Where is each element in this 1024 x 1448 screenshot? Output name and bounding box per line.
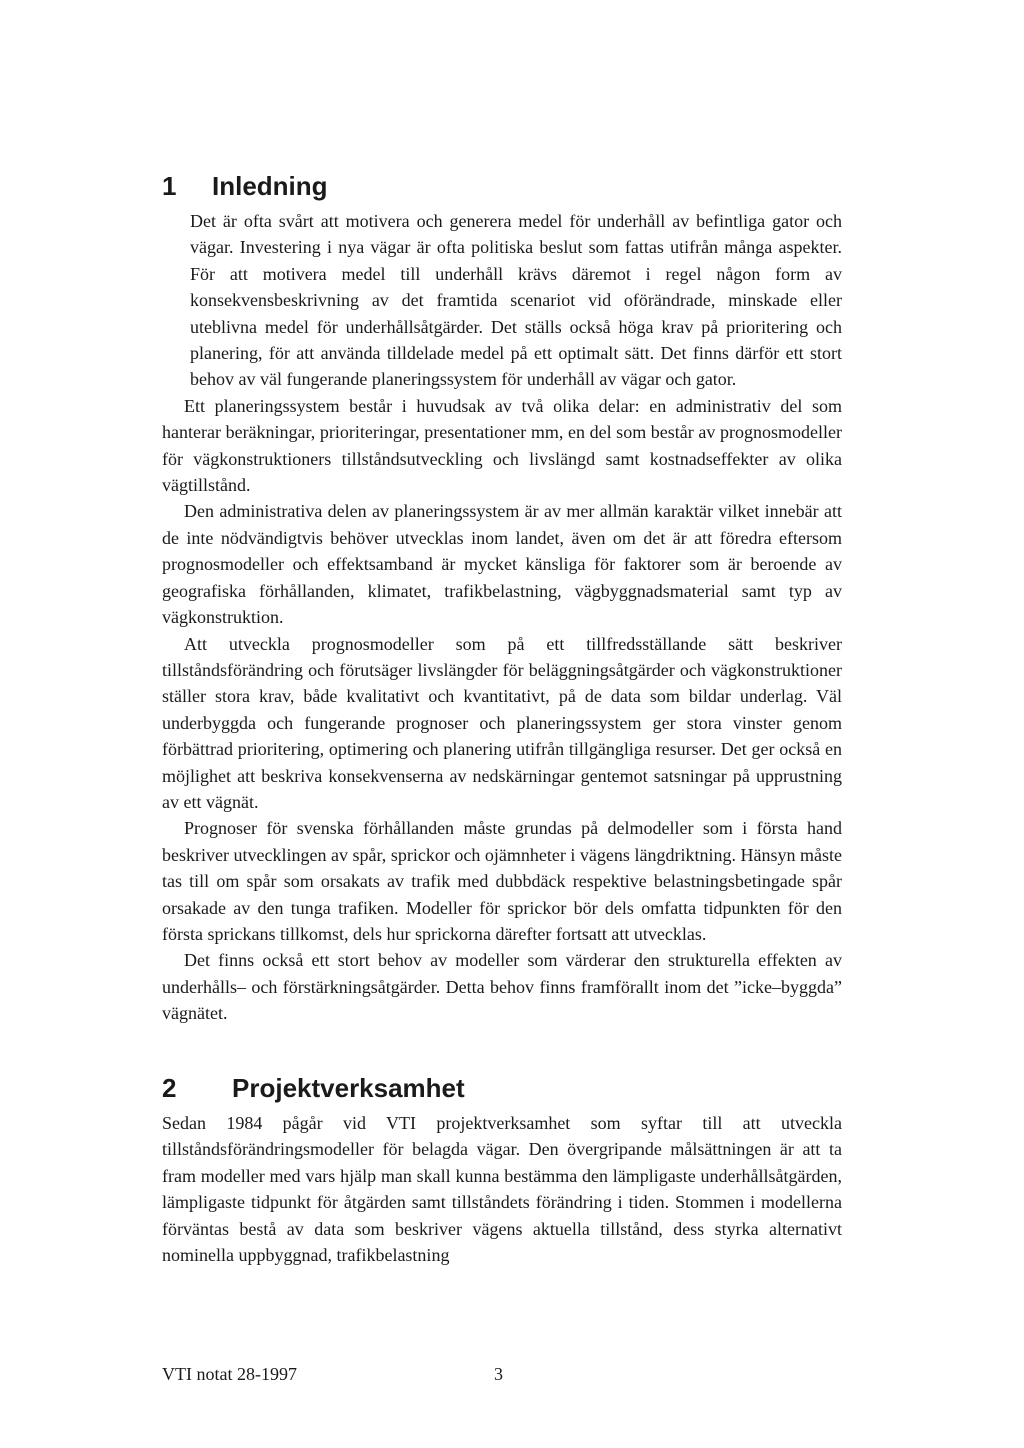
section-inledning — [162, 170, 842, 1027]
section-heading — [162, 170, 842, 202]
paragraph: Prognoser för svenska förhållanden måste grundas på delmodeller som i första hand beskriver utvecklingen av spår, sprickor och ojämnheter i vägens längdriktning. Hänsyn måste tas till om spår som orsakats av trafik med dubbdäck respektive belastningsbetingade spår orsakade av den tunga trafiken. Modeller för sprickor bör dels omfatta tidpunkten för den första sprickans tillkomst, dels hur sprickorna därefter fortsatt att utvecklas. — [162, 818, 842, 944]
section-title: Inledning — [212, 171, 328, 201]
page-number: 3 — [494, 1364, 503, 1384]
paragraph: Det finns också ett stort behov av modeller som värderar den strukturella effekten av underhålls– och förstärkningsåtgärder. Detta behov finns framförallt inom det ”icke–byggda” vägnätet. — [162, 950, 842, 1024]
section-heading — [162, 1072, 842, 1104]
paragraph: Ett planeringssystem består i huvudsak av två olika delar: en administrativ del som hanterar beräkningar, prioriteringar, presentationer mm, en del som består av prognosmodeller för vägkonstruktioners tillståndsutveckling och livslängd samt kostnadseffekter av olika vägtillstånd. — [162, 395, 842, 496]
section-number: 1 — [162, 171, 177, 201]
paragraph: Sedan 1984 pågår vid VTI projektverksamhet som syftar till att utveckla tillståndsförändringsmodeller för belagda vägar. Den övergripande målsättningen är att ta fram modeller med vars hjälp man skall kunna bestämma den lämpligaste underhållsåtgärden, lämpligaste tidpunkt för åtgärden samt tillståndets förändring i tiden. Stommen i modellerna förväntas bestå av data som beskriver vägens aktuella tillstånd, dess styrka alternativt nominella uppbyggnad, trafikbelastning — [162, 1113, 842, 1266]
paragraph: Att utveckla prognosmodeller som på ett tillfredsställande sätt beskriver tillståndsförändring och förutsäger livslängder för beläggningsåtgärder och vägkonstruktioner ställer stora krav, både kvalitativt och kvantitativt, på de data som bildar underlag. Väl underbyggda och fungerande prognoser och planeringssystem ger stora vinster genom förbättrad prioritering, optimering och planering utifrån tillgängliga resurser. Det ger också en möjlighet att beskriva konsekvenserna av nedskärningar gentemot satsningar på upprustning av ett vägnät. — [162, 633, 842, 812]
report-reference: VTI notat 28-1997 — [162, 1364, 297, 1384]
section-projektverksamhet — [162, 1072, 842, 1268]
section-title: Projektverksamhet — [232, 1073, 465, 1103]
section-number: 2 — [162, 1073, 177, 1103]
paragraph: Det är ofta svårt att motivera och generera medel för underhåll av befintliga gator och vägar. Investering i nya vägar är ofta politiska beslut som fattas utifrån många aspekter. För att motivera medel till underhåll krävs däremot i regel någon form av konsekvensbeskrivning av det framtida scenariot vid oförändrade, minskade eller uteblivna medel för underhållsåtgärder. Det ställs också höga krav på prioritering och planering, för att använda tilldelade medel på ett optimalt sätt. Det finns därför ett stort behov av väl fungerande planeringssystem för underhåll av vägar och gator. — [190, 211, 842, 390]
paragraph: Den administrativa delen av planeringssystem är av mer allmän karaktär vilket innebär att de inte nödvändigtvis behöver utvecklas inom landet, även om det är att föredra eftersom prognosmodeller och effektsamband är mycket känsliga för faktorer som är beroende av geografiska förhållanden, klimatet, trafikbelastning, vägbyggnadsmaterial samt typ av vägkonstruktion. — [162, 501, 842, 628]
